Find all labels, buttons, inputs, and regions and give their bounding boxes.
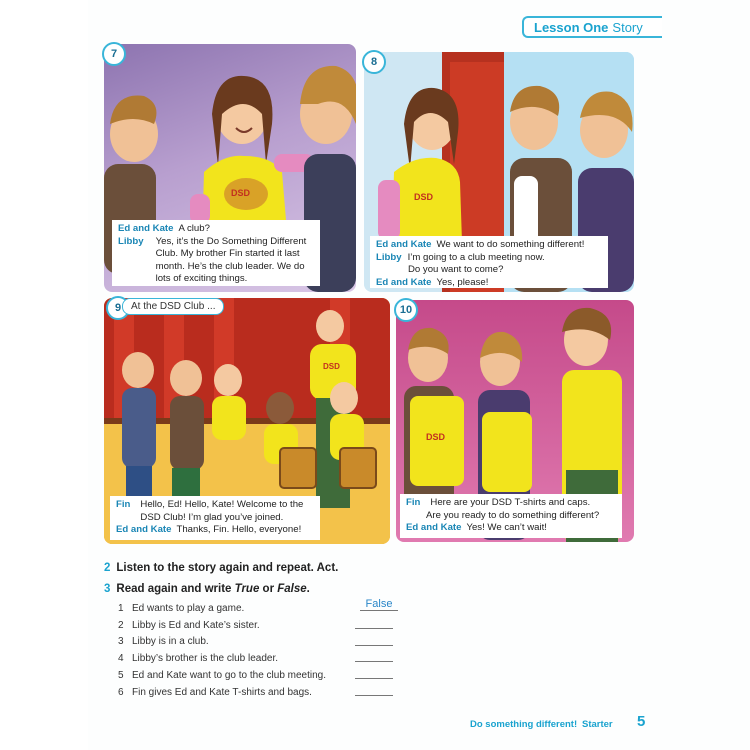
item-text: Ed wants to play a game. [132, 602, 245, 614]
speech-bubble [370, 236, 608, 288]
example-answer: False [360, 598, 398, 611]
panel-caption: At the DSD Club ... [122, 298, 224, 315]
item-number: 4 [118, 653, 124, 665]
item-number: 5 [118, 670, 124, 682]
true-word: True [234, 583, 260, 595]
exercise-number: 2 [104, 562, 111, 574]
exercise-number: 3 [104, 583, 111, 595]
instruction-end: . [306, 583, 310, 595]
item-number: 1 [118, 602, 124, 614]
panel-number: 10 [394, 298, 418, 322]
speech-text: Yes, it’s the Do Something Different Club. My brother Fin started it last month. He’s the club leader. We do lots of exciting things. [155, 235, 307, 285]
comic-panel-7 [104, 44, 356, 292]
exercise-instruction: Read again and write [116, 583, 235, 595]
speech-text: Do you want to come? [408, 264, 504, 276]
speaker-name: Libby [118, 235, 144, 247]
list-item [118, 650, 418, 667]
false-word: False [277, 583, 307, 595]
speech-text: A club? [178, 223, 210, 234]
speaker-name: Ed and Kate [406, 522, 462, 534]
speech-text: Hello, Ed! Hello, Kate! Welcome to the DSD Club! I’m glad you’ve joined. [140, 499, 304, 523]
shirt-logo: DSD [414, 192, 434, 202]
item-text: Fin gives Ed and Kate T-shirts and bags. [132, 686, 312, 698]
speech-bubble [110, 496, 320, 540]
answer-line[interactable] [355, 678, 393, 679]
answer-line[interactable] [355, 628, 393, 629]
speech-text: Yes, please! [436, 276, 489, 288]
list-item [118, 617, 418, 634]
answer-line[interactable] [355, 661, 393, 662]
item-text: Libby is Ed and Kate’s sister. [132, 619, 260, 631]
answer-line[interactable] [355, 645, 393, 646]
speech-bubble [112, 220, 320, 286]
exercise-2 [104, 562, 338, 574]
item-number: 3 [118, 636, 124, 648]
shirt-logo: DSD [323, 362, 340, 371]
speech-text: Thanks, Fin. Hello, everyone! [176, 524, 302, 536]
item-text: Libby is in a club. [132, 636, 209, 648]
panel-number: 9 [106, 296, 130, 320]
list-item [118, 667, 418, 684]
speaker-name: Ed and Kate [376, 239, 432, 250]
list-item [118, 684, 418, 701]
speaker-name: Ed and Kate [116, 524, 172, 536]
footer-topic: Do something different! [470, 719, 578, 730]
or-word: or [259, 583, 278, 595]
panel-number: 8 [362, 50, 386, 74]
lesson-section: Story [612, 19, 643, 35]
speech-bubble [400, 494, 622, 538]
list-item [118, 634, 418, 651]
shirt-logo: DSD [426, 432, 446, 442]
speaker-name: Fin [116, 499, 131, 510]
speech-text: Here are your DSD T-shirts and caps. [430, 497, 591, 508]
footer-level: Starter [582, 719, 613, 730]
speaker-name: Fin [406, 497, 421, 508]
shirt-logo: DSD [231, 188, 251, 198]
page-margin [0, 0, 88, 750]
speech-text: We want to do something different! [436, 239, 585, 250]
comic-panel-10 [396, 300, 634, 542]
speaker-name: Ed and Kate [118, 223, 174, 234]
comic-panel-9 [104, 298, 390, 544]
item-number: 2 [118, 619, 124, 631]
exercise-instruction: Listen to the story again and repeat. Act. [116, 562, 339, 574]
item-text: Libby’s brother is the club leader. [132, 653, 279, 665]
list-item [118, 600, 418, 617]
comic-panel-8 [364, 52, 634, 292]
speech-text: Are you ready to do something different? [426, 509, 600, 521]
speaker-name: Ed and Kate [376, 276, 432, 288]
speaker-name: Libby [376, 251, 402, 263]
speech-text: Yes! We can’t wait! [466, 522, 547, 534]
exercise-3 [104, 583, 310, 595]
lesson-tab [522, 16, 662, 38]
item-number: 6 [118, 686, 124, 698]
page-number: 5 [637, 713, 646, 730]
answer-line[interactable] [355, 695, 393, 696]
lesson-label: Lesson One [534, 19, 609, 35]
true-false-list [118, 600, 418, 701]
panel-number: 7 [102, 42, 126, 66]
speech-text: I’m going to a club meeting now. [407, 251, 545, 263]
item-text: Ed and Kate want to go to the club meeting. [132, 670, 327, 682]
